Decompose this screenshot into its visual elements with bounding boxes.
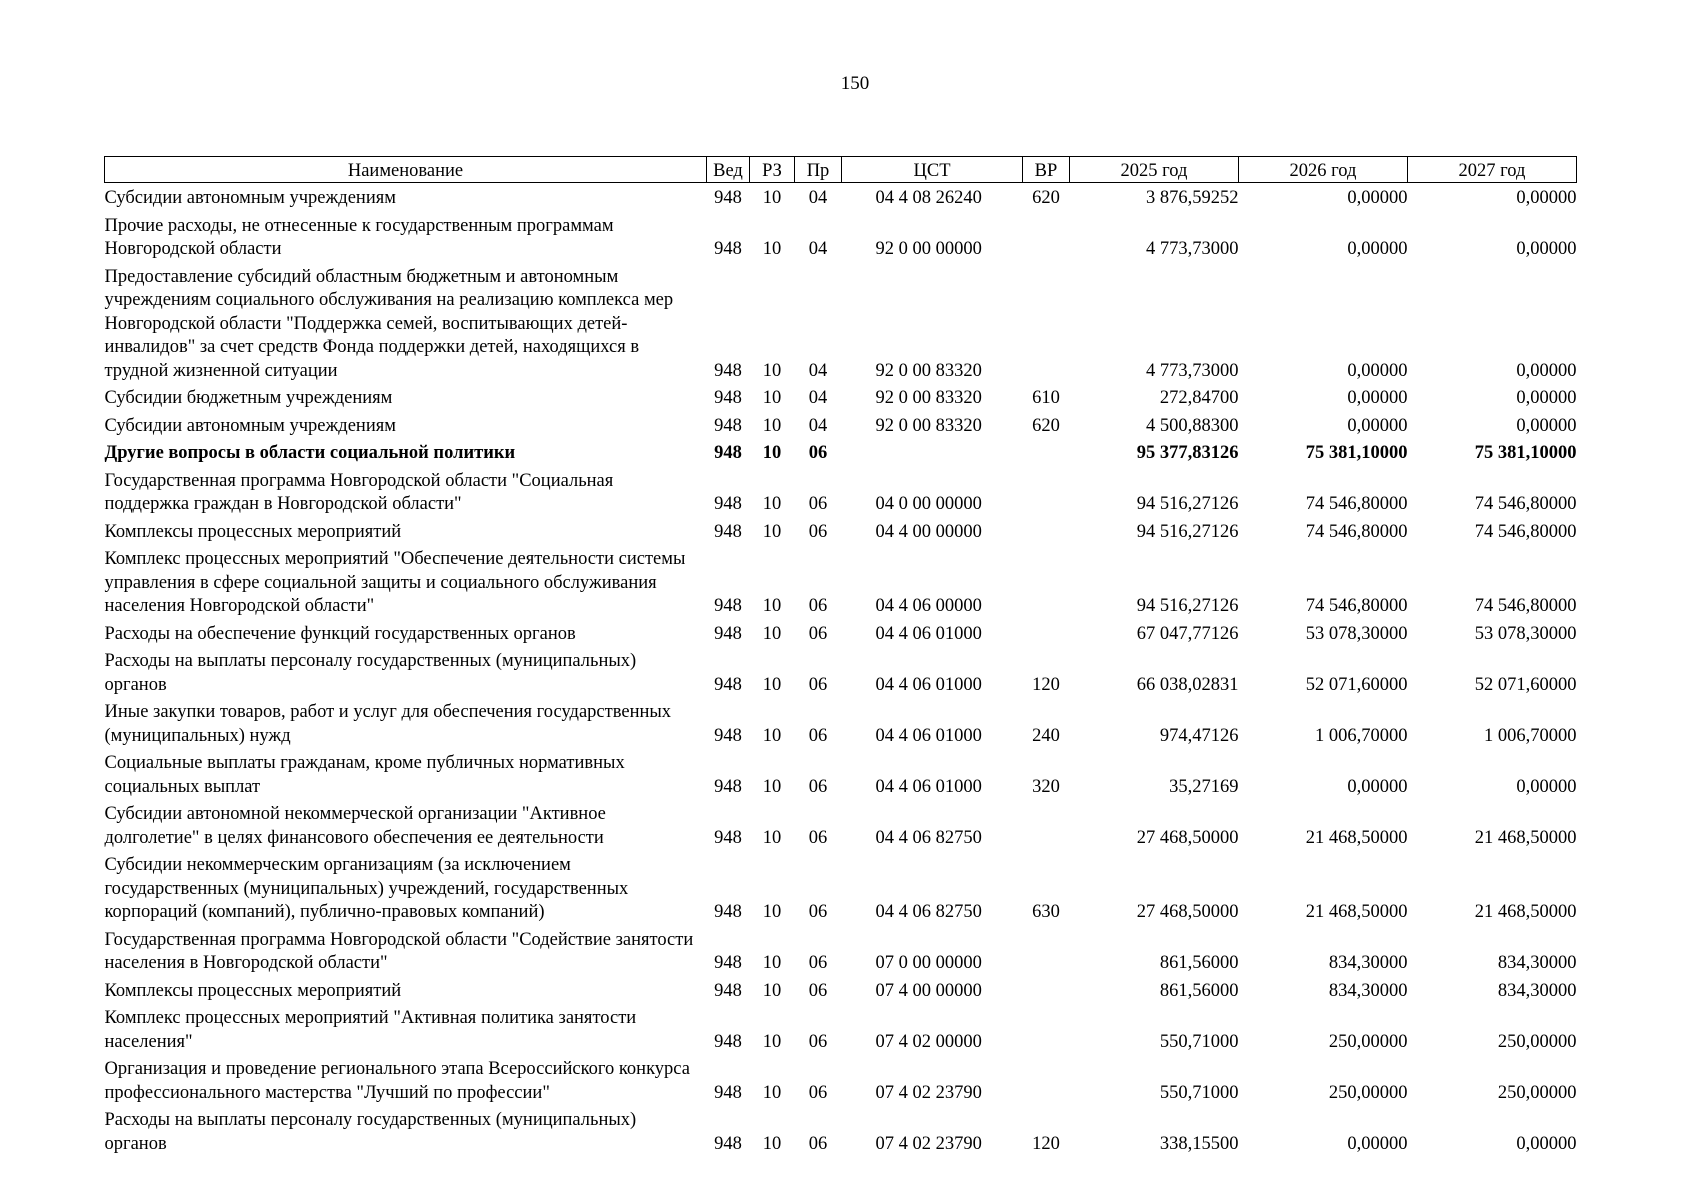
row-2026: 834,30000 bbox=[1328, 953, 1408, 973]
row-name: Предоставление субсидий областным бюджетным и автономным учреждениям социального обслуживания на реализацию комплекса мер Новгородской области "Поддержка семей, воспитывающих детей-инвалидов" за счет средств Фонда поддержки детей, находящихся в трудной жизненной ситуации bbox=[104, 266, 674, 381]
row-pr: 06 bbox=[808, 1133, 828, 1154]
row-2027: 21 468,50000 bbox=[1474, 902, 1577, 922]
row-ved: 948 bbox=[714, 623, 742, 644]
row-vr bbox=[1023, 1054, 1070, 1105]
row-pr: 06 bbox=[808, 725, 828, 746]
table-header-row bbox=[105, 157, 1577, 183]
row-2025: 861,56000 bbox=[1159, 953, 1239, 973]
row-ved: 948 bbox=[714, 1133, 742, 1154]
row-vr: 630 bbox=[1032, 902, 1060, 922]
row-2025: 550,71000 bbox=[1159, 1082, 1239, 1103]
row-2027: 74 546,80000 bbox=[1474, 494, 1577, 514]
row-vr: 620 bbox=[1032, 188, 1060, 208]
row-name: Комплексы процессных мероприятий bbox=[104, 980, 402, 1001]
row-pr: 04 bbox=[808, 415, 828, 436]
row-name: Субсидии некоммерческим организациям (за исключением государственных (муниципальных) учреждений, государственных корпораций (компаний), публично-правовых компаний) bbox=[104, 855, 629, 922]
table-row bbox=[105, 1105, 1577, 1156]
row-2025: 35,27169 bbox=[1169, 776, 1239, 797]
row-vr bbox=[1023, 544, 1070, 619]
row-2026: 75 381,10000 bbox=[1305, 443, 1408, 463]
budget-table bbox=[104, 156, 1577, 1156]
row-2027: 0,00000 bbox=[1516, 360, 1577, 381]
row-rz: 10 bbox=[762, 725, 782, 746]
row-ved: 948 bbox=[714, 1031, 742, 1052]
row-name: Комплекс процессных мероприятий "Активная политика занятости населения" bbox=[104, 1008, 637, 1052]
row-vr: 240 bbox=[1032, 725, 1060, 746]
row-ved: 948 bbox=[714, 674, 742, 695]
row-ved: 948 bbox=[714, 902, 742, 922]
row-pr: 06 bbox=[808, 902, 828, 922]
row-name: Субсидии бюджетным учреждениям bbox=[104, 388, 393, 408]
row-2025: 27 468,50000 bbox=[1136, 827, 1239, 848]
row-2025: 3 876,59252 bbox=[1146, 188, 1239, 208]
row-ved: 948 bbox=[714, 239, 742, 259]
row-pr: 06 bbox=[808, 827, 828, 848]
header-pr: Пр bbox=[795, 157, 842, 183]
row-cst: 04 4 08 26240 bbox=[875, 188, 982, 208]
row-cst: 07 4 02 00000 bbox=[875, 1031, 982, 1052]
row-2027: 53 078,30000 bbox=[1474, 623, 1577, 644]
header-vr: ВР bbox=[1023, 157, 1070, 183]
row-name: Организация и проведение регионального этапа Всероссийского конкурса профессионального мастерства "Лучший по профессии" bbox=[104, 1059, 690, 1103]
row-ved: 948 bbox=[714, 360, 742, 381]
row-2025: 27 468,50000 bbox=[1136, 902, 1239, 922]
row-name: Государственная программа Новгородской области "Содействие занятости населения в Новгородской области" bbox=[104, 929, 694, 973]
row-rz: 10 bbox=[762, 494, 782, 514]
row-pr: 04 bbox=[808, 188, 828, 208]
page-number: 150 bbox=[840, 73, 870, 94]
row-vr bbox=[1023, 211, 1070, 262]
row-name: Расходы на выплаты персоналу государственных (муниципальных) органов bbox=[104, 1110, 637, 1154]
row-2026: 0,00000 bbox=[1347, 188, 1408, 208]
row-ved: 948 bbox=[714, 776, 742, 797]
row-2026: 0,00000 bbox=[1347, 360, 1408, 381]
row-2027: 21 468,50000 bbox=[1474, 827, 1577, 848]
table-row bbox=[105, 544, 1577, 619]
row-cst: 04 4 06 82750 bbox=[875, 902, 982, 922]
row-cst: 04 4 06 01000 bbox=[875, 776, 982, 797]
header-name: Наименование bbox=[105, 157, 707, 183]
header-ved: Вед bbox=[707, 157, 750, 183]
row-rz: 10 bbox=[762, 623, 782, 644]
row-pr: 06 bbox=[808, 776, 828, 797]
row-2026: 74 546,80000 bbox=[1305, 521, 1408, 542]
table-row bbox=[105, 466, 1577, 517]
row-rz: 10 bbox=[762, 1031, 782, 1052]
row-rz: 10 bbox=[762, 360, 782, 381]
row-cst: 04 0 00 00000 bbox=[875, 494, 982, 514]
row-2026: 0,00000 bbox=[1347, 1133, 1408, 1154]
row-cst: 92 0 00 83320 bbox=[875, 360, 982, 381]
row-name: Другие вопросы в области социальной политики bbox=[104, 443, 516, 463]
row-ved: 948 bbox=[714, 188, 742, 208]
row-ved: 948 bbox=[714, 415, 742, 436]
table-row bbox=[105, 748, 1577, 799]
row-rz: 10 bbox=[762, 1082, 782, 1103]
row-cst: 92 0 00 00000 bbox=[875, 239, 982, 259]
row-pr: 06 bbox=[808, 980, 828, 1001]
row-rz: 10 bbox=[762, 596, 782, 616]
table-row bbox=[105, 211, 1577, 262]
table-row bbox=[105, 850, 1577, 925]
row-name: Субсидии автономной некоммерческой организации "Активное долголетие" в целях финансового обеспечения ее деятельности bbox=[104, 804, 606, 848]
row-2026: 834,30000 bbox=[1328, 980, 1408, 1001]
row-name: Расходы на обеспечение функций государственных органов bbox=[104, 623, 576, 644]
row-cst: 92 0 00 83320 bbox=[875, 415, 982, 436]
row-vr: 120 bbox=[1032, 674, 1060, 695]
row-vr: 320 bbox=[1032, 776, 1060, 797]
row-2025: 94 516,27126 bbox=[1136, 521, 1239, 542]
row-pr: 06 bbox=[808, 494, 828, 514]
table-row bbox=[105, 799, 1577, 850]
table-row bbox=[105, 646, 1577, 697]
row-2025: 66 038,02831 bbox=[1136, 674, 1239, 695]
row-vr bbox=[1023, 619, 1070, 647]
table-row bbox=[105, 183, 1577, 211]
header-rz: РЗ bbox=[750, 157, 795, 183]
row-cst: 07 4 02 23790 bbox=[875, 1133, 982, 1154]
row-pr: 04 bbox=[808, 388, 828, 408]
row-2025: 861,56000 bbox=[1159, 980, 1239, 1001]
row-ved: 948 bbox=[714, 596, 742, 616]
row-2026: 21 468,50000 bbox=[1305, 902, 1408, 922]
row-name: Расходы на выплаты персоналу государственных (муниципальных) органов bbox=[104, 651, 637, 695]
row-2025: 4 773,73000 bbox=[1146, 239, 1239, 259]
row-cst: 04 4 00 00000 bbox=[875, 521, 982, 542]
table-row bbox=[105, 383, 1577, 411]
row-pr: 06 bbox=[808, 953, 828, 973]
row-pr: 06 bbox=[808, 521, 828, 542]
row-cst: 04 4 06 01000 bbox=[875, 674, 982, 695]
row-ved: 948 bbox=[714, 725, 742, 746]
table-row bbox=[105, 1054, 1577, 1105]
row-2027: 74 546,80000 bbox=[1474, 596, 1577, 616]
row-2027: 0,00000 bbox=[1516, 415, 1577, 436]
header-2025: 2025 год bbox=[1070, 157, 1239, 183]
row-2027: 0,00000 bbox=[1516, 1133, 1577, 1154]
row-ved: 948 bbox=[714, 953, 742, 973]
row-cst: 07 4 02 23790 bbox=[875, 1082, 982, 1103]
row-cst: 04 4 06 82750 bbox=[875, 827, 982, 848]
row-2025: 4 500,88300 bbox=[1146, 415, 1239, 436]
row-name: Иные закупки товаров, работ и услуг для обеспечения государственных (муниципальных) нужд bbox=[104, 702, 672, 746]
row-cst: 07 0 00 00000 bbox=[875, 953, 982, 973]
row-cst: 07 4 00 00000 bbox=[875, 980, 982, 1001]
row-2027: 75 381,10000 bbox=[1474, 443, 1577, 463]
row-ved: 948 bbox=[714, 443, 742, 463]
row-2026: 250,00000 bbox=[1328, 1082, 1408, 1103]
row-vr: 120 bbox=[1032, 1133, 1060, 1154]
row-name: Социальные выплаты гражданам, кроме публичных нормативных социальных выплат bbox=[104, 753, 625, 797]
row-pr: 04 bbox=[808, 360, 828, 381]
row-2025: 550,71000 bbox=[1159, 1031, 1239, 1052]
row-rz: 10 bbox=[762, 776, 782, 797]
row-vr bbox=[1023, 438, 1070, 466]
row-name: Комплексы процессных мероприятий bbox=[104, 521, 402, 542]
row-2027: 834,30000 bbox=[1497, 953, 1577, 973]
table-body bbox=[105, 183, 1577, 1157]
row-2027: 0,00000 bbox=[1516, 388, 1577, 408]
row-pr: 06 bbox=[808, 674, 828, 695]
row-2025: 94 516,27126 bbox=[1136, 494, 1239, 514]
table-row bbox=[105, 697, 1577, 748]
row-vr bbox=[1023, 517, 1070, 545]
row-rz: 10 bbox=[762, 902, 782, 922]
row-rz: 10 bbox=[762, 415, 782, 436]
row-rz: 10 bbox=[762, 388, 782, 408]
row-vr bbox=[1023, 466, 1070, 517]
row-2025: 272,84700 bbox=[1159, 388, 1239, 408]
row-2025: 338,15500 bbox=[1159, 1133, 1239, 1154]
table-row bbox=[105, 517, 1577, 545]
table-row bbox=[105, 1003, 1577, 1054]
row-cst: 04 4 06 01000 bbox=[875, 725, 982, 746]
row-ved: 948 bbox=[714, 521, 742, 542]
row-rz: 10 bbox=[762, 239, 782, 259]
row-pr: 06 bbox=[808, 596, 828, 616]
row-2026: 53 078,30000 bbox=[1305, 623, 1408, 644]
row-2025: 974,47126 bbox=[1159, 725, 1239, 746]
row-2027: 0,00000 bbox=[1516, 188, 1577, 208]
row-ved: 948 bbox=[714, 827, 742, 848]
row-name: Комплекс процессных мероприятий "Обеспечение деятельности системы управления в сфере социальной защиты и социального обслуживания населения Новгородской области" bbox=[104, 549, 686, 616]
row-2026: 250,00000 bbox=[1328, 1031, 1408, 1052]
row-2025: 4 773,73000 bbox=[1146, 360, 1239, 381]
row-rz: 10 bbox=[762, 980, 782, 1001]
table-row bbox=[105, 438, 1577, 466]
row-2027: 1 006,70000 bbox=[1484, 725, 1577, 746]
row-pr: 06 bbox=[808, 623, 828, 644]
table-row bbox=[105, 411, 1577, 439]
row-cst: 04 4 06 01000 bbox=[875, 623, 982, 644]
row-rz: 10 bbox=[762, 188, 782, 208]
row-2025: 95 377,83126 bbox=[1136, 443, 1239, 463]
row-name: Субсидии автономным учреждениям bbox=[104, 188, 396, 208]
row-pr: 06 bbox=[808, 443, 828, 463]
row-name: Государственная программа Новгородской области "Социальная поддержка граждан в Новгородской области" bbox=[104, 470, 614, 514]
row-rz: 10 bbox=[762, 1133, 782, 1154]
row-vr: 610 bbox=[1032, 388, 1060, 408]
row-name: Субсидии автономным учреждениям bbox=[104, 415, 396, 436]
header-2026: 2026 год bbox=[1239, 157, 1408, 183]
table-row bbox=[105, 925, 1577, 976]
row-2025: 67 047,77126 bbox=[1136, 623, 1239, 644]
row-rz: 10 bbox=[762, 674, 782, 695]
row-rz: 10 bbox=[762, 443, 782, 463]
row-2026: 0,00000 bbox=[1347, 239, 1408, 259]
row-cst: 04 4 06 00000 bbox=[875, 596, 982, 616]
row-2026: 21 468,50000 bbox=[1305, 827, 1408, 848]
row-vr bbox=[1023, 925, 1070, 976]
row-2027: 834,30000 bbox=[1497, 980, 1577, 1001]
row-pr: 06 bbox=[808, 1082, 828, 1103]
header-cst: ЦСТ bbox=[842, 157, 1023, 183]
row-ved: 948 bbox=[714, 388, 742, 408]
header-2027: 2027 год bbox=[1408, 157, 1577, 183]
table-row bbox=[105, 262, 1577, 384]
row-vr bbox=[1023, 1003, 1070, 1054]
row-2027: 0,00000 bbox=[1516, 776, 1577, 797]
row-cst bbox=[842, 438, 1023, 466]
row-2026: 74 546,80000 bbox=[1305, 494, 1408, 514]
row-name: Прочие расходы, не отнесенные к государственным программам Новгородской области bbox=[104, 215, 614, 259]
row-2026: 1 006,70000 bbox=[1315, 725, 1408, 746]
row-ved: 948 bbox=[714, 494, 742, 514]
row-2026: 0,00000 bbox=[1347, 388, 1408, 408]
row-vr bbox=[1023, 799, 1070, 850]
row-pr: 04 bbox=[808, 239, 828, 259]
row-vr: 620 bbox=[1032, 415, 1060, 436]
row-rz: 10 bbox=[762, 953, 782, 973]
row-2027: 52 071,60000 bbox=[1474, 674, 1577, 695]
row-2027: 250,00000 bbox=[1497, 1031, 1577, 1052]
row-2026: 52 071,60000 bbox=[1305, 674, 1408, 695]
row-2025: 94 516,27126 bbox=[1136, 596, 1239, 616]
row-ved: 948 bbox=[714, 1082, 742, 1103]
row-pr: 06 bbox=[808, 1031, 828, 1052]
row-2026: 0,00000 bbox=[1347, 415, 1408, 436]
row-2026: 0,00000 bbox=[1347, 776, 1408, 797]
row-rz: 10 bbox=[762, 521, 782, 542]
row-2027: 0,00000 bbox=[1516, 239, 1577, 259]
row-cst: 92 0 00 83320 bbox=[875, 388, 982, 408]
row-rz: 10 bbox=[762, 827, 782, 848]
table-row bbox=[105, 619, 1577, 647]
row-2027: 250,00000 bbox=[1497, 1082, 1577, 1103]
row-vr bbox=[1023, 976, 1070, 1004]
table-row bbox=[105, 976, 1577, 1004]
row-2027: 74 546,80000 bbox=[1474, 521, 1577, 542]
row-2026: 74 546,80000 bbox=[1305, 596, 1408, 616]
row-vr bbox=[1023, 262, 1070, 384]
row-ved: 948 bbox=[714, 980, 742, 1001]
